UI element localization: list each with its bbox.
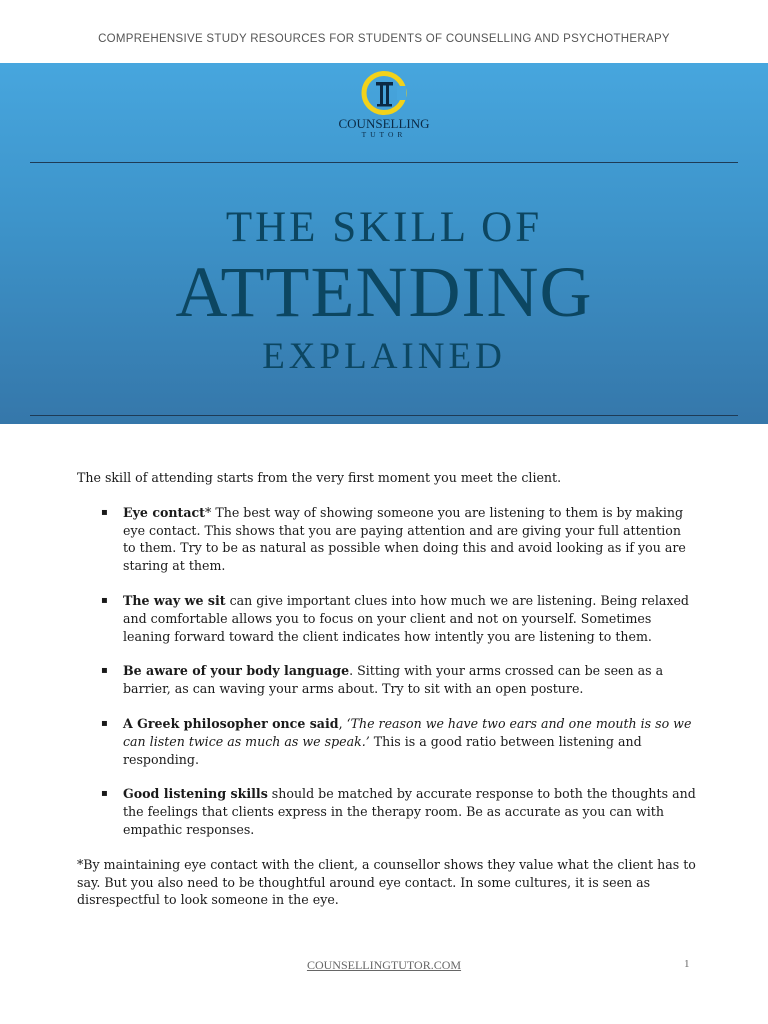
bullet-heading: Good listening skills [123, 786, 268, 802]
bullet-marker-icon: ▪ [101, 717, 108, 729]
bullet-item-good-listening-skills [77, 785, 697, 838]
bullet-heading: Be aware of your body language [123, 663, 350, 679]
title-line-1: THE SKILL OF [225, 204, 543, 251]
bullet-list [77, 504, 697, 839]
bullet-item-eye-contact [77, 504, 697, 575]
bullet-text: . Sitting with your arms crossed can be seen as a barrier, as can waving your arms about. Try to sit with an open posture. [123, 663, 664, 697]
title-banner [0, 63, 768, 424]
bullet-marker-icon: ▪ [101, 594, 108, 606]
bullet-text: can give important clues into how much we are listening. Being relaxed and comfortable allows you to focus on your client and not on yourself. Sometimes leaning forward toward the client indicates how intently you are listening to them. [123, 592, 689, 644]
bullet-quote: ‘The reason we have two ears and one mouth is so we can listen twice as much as we speak.’ [123, 715, 692, 749]
bullet-heading: The way we sit [123, 592, 226, 608]
bullet-marker-icon: ▪ [101, 665, 108, 677]
bullet-text: This is a good ratio between listening and responding. [123, 733, 642, 767]
bullet-text: * The best way of showing someone you are listening to them is by making eye contact. This shows that you are paying attention and are giving your full attention to them. Try to be as natural as possible when doing this and avoid looking as if you are staring at them. [123, 504, 686, 574]
title-rule-bottom [30, 415, 738, 416]
document-body [77, 469, 697, 909]
bullet-heading: Eye contact [123, 504, 206, 520]
header-tagline: COMPREHENSIVE STUDY RESOURCES FOR STUDENTS OF COUNSELLING AND PSYCHOTHERAPY [98, 33, 670, 45]
page-number: 1 [684, 958, 690, 970]
bullet-text: should be matched by accurate response to both the thoughts and the feelings that clients express in the therapy room. Be as accurate as you can with empathic responses. [123, 786, 696, 837]
logo-name: COUNSELLING [338, 116, 430, 131]
title-line-3: EXPLAINED [262, 336, 506, 377]
bullet-marker-icon: ▪ [101, 788, 108, 800]
bullet-item-greek-philosopher [77, 715, 697, 768]
intro-paragraph: The skill of attending starts from the very first moment you meet the client. [77, 470, 562, 485]
title-rule-top [30, 162, 738, 163]
footnote: *By maintaining eye contact with the client, a counsellor shows they value what the client has to say. But you also need to be thoughtful around eye contact. In some cultures, it is seen as disrespectful to look someone in the eye. [77, 856, 696, 908]
bullet-item-body-language [77, 662, 697, 698]
bullet-heading: A Greek philosopher once said [123, 715, 339, 731]
logo-sub: TUTOR [361, 130, 407, 139]
counselling-tutor-logo-icon [361, 71, 407, 115]
title-line-2: ATTENDING [175, 252, 593, 332]
bullet-marker-icon: ▪ [101, 506, 108, 518]
bullet-item-the-way-we-sit [77, 592, 697, 645]
bullet-separator: , [338, 715, 347, 731]
footer-website-link[interactable]: COUNSELLINGTUTOR.COM [306, 958, 462, 972]
logo[interactable] [0, 71, 768, 139]
